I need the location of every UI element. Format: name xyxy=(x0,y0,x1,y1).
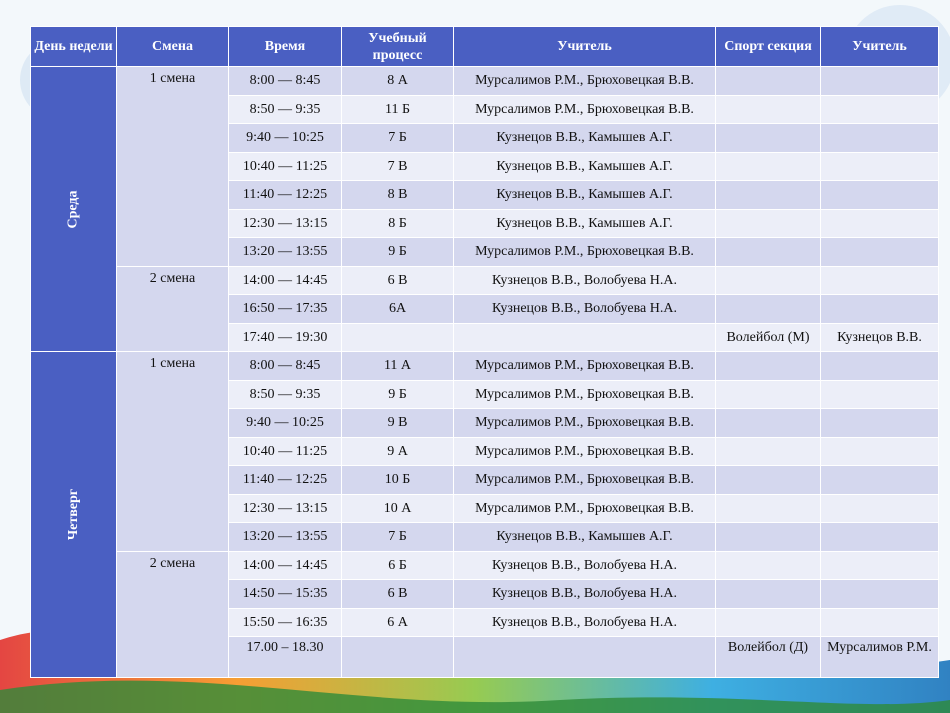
class-cell: 8 Б xyxy=(342,209,454,238)
sport-cell xyxy=(716,95,821,124)
time-cell: 15:50 — 16:35 xyxy=(229,608,342,637)
class-cell: 9 Б xyxy=(342,380,454,409)
sport-teacher-cell xyxy=(821,181,939,210)
teacher-cell: Мурсалимов Р.М., Брюховецкая В.В. xyxy=(454,437,716,466)
sport-teacher-cell xyxy=(821,209,939,238)
sport-teacher-cell: Мурсалимов Р.М. xyxy=(821,637,939,678)
class-cell: 10 А xyxy=(342,494,454,523)
time-cell: 13:20 — 13:55 xyxy=(229,523,342,552)
class-cell xyxy=(342,323,454,352)
sport-teacher-cell xyxy=(821,380,939,409)
class-cell: 6 А xyxy=(342,608,454,637)
time-cell: 8:50 — 9:35 xyxy=(229,95,342,124)
header-time: Время xyxy=(229,27,342,67)
teacher-cell: Мурсалимов Р.М., Брюховецкая В.В. xyxy=(454,352,716,381)
class-cell xyxy=(342,637,454,678)
sport-cell xyxy=(716,209,821,238)
time-cell: 12:30 — 13:15 xyxy=(229,494,342,523)
header-sport: Спорт секция xyxy=(716,27,821,67)
day-label: Среда xyxy=(65,189,81,229)
table-row xyxy=(31,266,939,295)
sport-cell xyxy=(716,523,821,552)
teacher-cell: Кузнецов В.В., Камышев А.Г. xyxy=(454,523,716,552)
sport-teacher-cell xyxy=(821,551,939,580)
sport-cell xyxy=(716,437,821,466)
sport-teacher-cell xyxy=(821,95,939,124)
sport-teacher-cell xyxy=(821,295,939,324)
teacher-cell: Мурсалимов Р.М., Брюховецкая В.В. xyxy=(454,380,716,409)
teacher-cell: Кузнецов В.В., Камышев А.Г. xyxy=(454,181,716,210)
teacher-cell: Кузнецов В.В., Волобуева Н.А. xyxy=(454,551,716,580)
header-sport-teacher: Учитель xyxy=(821,27,939,67)
class-cell: 6 Б xyxy=(342,551,454,580)
teacher-cell: Мурсалимов Р.М., Брюховецкая В.В. xyxy=(454,466,716,495)
sport-teacher-cell xyxy=(821,523,939,552)
sport-teacher-cell xyxy=(821,466,939,495)
shift-cell: 2 смена xyxy=(117,551,229,678)
sport-teacher-cell xyxy=(821,238,939,267)
schedule-table xyxy=(30,26,939,678)
sport-cell xyxy=(716,266,821,295)
time-cell: 14:50 — 15:35 xyxy=(229,580,342,609)
sport-teacher-cell xyxy=(821,608,939,637)
sport-cell xyxy=(716,352,821,381)
time-cell: 8:50 — 9:35 xyxy=(229,380,342,409)
sport-teacher-cell xyxy=(821,580,939,609)
header-row xyxy=(31,27,939,67)
sport-cell xyxy=(716,466,821,495)
class-cell: 6 В xyxy=(342,266,454,295)
teacher-cell xyxy=(454,323,716,352)
sport-cell xyxy=(716,494,821,523)
sport-teacher-cell xyxy=(821,352,939,381)
sport-teacher-cell xyxy=(821,437,939,466)
header-day: День недели xyxy=(31,27,117,67)
teacher-cell: Мурсалимов Р.М., Брюховецкая В.В. xyxy=(454,494,716,523)
teacher-cell: Кузнецов В.В., Камышев А.Г. xyxy=(454,152,716,181)
class-cell: 7 В xyxy=(342,152,454,181)
teacher-cell: Мурсалимов Р.М., Брюховецкая В.В. xyxy=(454,67,716,96)
class-cell: 8 В xyxy=(342,181,454,210)
class-cell: 7 Б xyxy=(342,124,454,153)
teacher-cell: Мурсалимов Р.М., Брюховецкая В.В. xyxy=(454,238,716,267)
shift-cell: 1 смена xyxy=(117,352,229,552)
sport-cell xyxy=(716,67,821,96)
sport-cell xyxy=(716,580,821,609)
teacher-cell: Кузнецов В.В., Волобуева Н.А. xyxy=(454,580,716,609)
table-row xyxy=(31,67,939,96)
table-row xyxy=(31,551,939,580)
sport-teacher-cell xyxy=(821,152,939,181)
class-cell: 9 В xyxy=(342,409,454,438)
header-class: Учебный процесс xyxy=(342,27,454,67)
time-cell: 11:40 — 12:25 xyxy=(229,181,342,210)
shift-cell: 2 смена xyxy=(117,266,229,352)
time-cell: 14:00 — 14:45 xyxy=(229,551,342,580)
shift-cell: 1 смена xyxy=(117,67,229,267)
teacher-cell: Кузнецов В.В., Волобуева Н.А. xyxy=(454,295,716,324)
teacher-cell: Мурсалимов Р.М., Брюховецкая В.В. xyxy=(454,95,716,124)
sport-teacher-cell xyxy=(821,124,939,153)
class-cell: 10 Б xyxy=(342,466,454,495)
table-row xyxy=(31,352,939,381)
class-cell: 8 А xyxy=(342,67,454,96)
sport-cell xyxy=(716,551,821,580)
time-cell: 12:30 — 13:15 xyxy=(229,209,342,238)
class-cell: 7 Б xyxy=(342,523,454,552)
teacher-cell: Мурсалимов Р.М., Брюховецкая В.В. xyxy=(454,409,716,438)
sport-cell xyxy=(716,152,821,181)
teacher-cell xyxy=(454,637,716,678)
header-teacher: Учитель xyxy=(454,27,716,67)
sport-cell xyxy=(716,295,821,324)
header-shift: Смена xyxy=(117,27,229,67)
time-cell: 17:40 — 19:30 xyxy=(229,323,342,352)
teacher-cell: Кузнецов В.В., Камышев А.Г. xyxy=(454,209,716,238)
time-cell: 9:40 — 10:25 xyxy=(229,409,342,438)
time-cell: 17.00 – 18.30 xyxy=(229,637,342,678)
class-cell: 11 Б xyxy=(342,95,454,124)
time-cell: 9:40 — 10:25 xyxy=(229,124,342,153)
sport-teacher-cell: Кузнецов В.В. xyxy=(821,323,939,352)
time-cell: 10:40 — 11:25 xyxy=(229,437,342,466)
teacher-cell: Кузнецов В.В., Камышев А.Г. xyxy=(454,124,716,153)
sport-teacher-cell xyxy=(821,494,939,523)
time-cell: 10:40 — 11:25 xyxy=(229,152,342,181)
teacher-cell: Кузнецов В.В., Волобуева Н.А. xyxy=(454,266,716,295)
class-cell: 6 В xyxy=(342,580,454,609)
sport-cell xyxy=(716,124,821,153)
time-cell: 8:00 — 8:45 xyxy=(229,67,342,96)
class-cell: 9 А xyxy=(342,437,454,466)
time-cell: 8:00 — 8:45 xyxy=(229,352,342,381)
time-cell: 13:20 — 13:55 xyxy=(229,238,342,267)
class-cell: 9 Б xyxy=(342,238,454,267)
sport-teacher-cell xyxy=(821,409,939,438)
day-cell xyxy=(31,67,117,352)
day-label: Четверг xyxy=(65,488,81,541)
class-cell: 6А xyxy=(342,295,454,324)
class-cell: 11 А xyxy=(342,352,454,381)
time-cell: 16:50 — 17:35 xyxy=(229,295,342,324)
sport-cell xyxy=(716,409,821,438)
sport-cell: Волейбол (Д) xyxy=(716,637,821,678)
day-cell xyxy=(31,352,117,678)
sport-cell xyxy=(716,608,821,637)
sport-teacher-cell xyxy=(821,67,939,96)
time-cell: 14:00 — 14:45 xyxy=(229,266,342,295)
sport-cell xyxy=(716,181,821,210)
time-cell: 11:40 — 12:25 xyxy=(229,466,342,495)
sport-teacher-cell xyxy=(821,266,939,295)
sport-cell: Волейбол (М) xyxy=(716,323,821,352)
sport-cell xyxy=(716,380,821,409)
sport-cell xyxy=(716,238,821,267)
teacher-cell: Кузнецов В.В., Волобуева Н.А. xyxy=(454,608,716,637)
